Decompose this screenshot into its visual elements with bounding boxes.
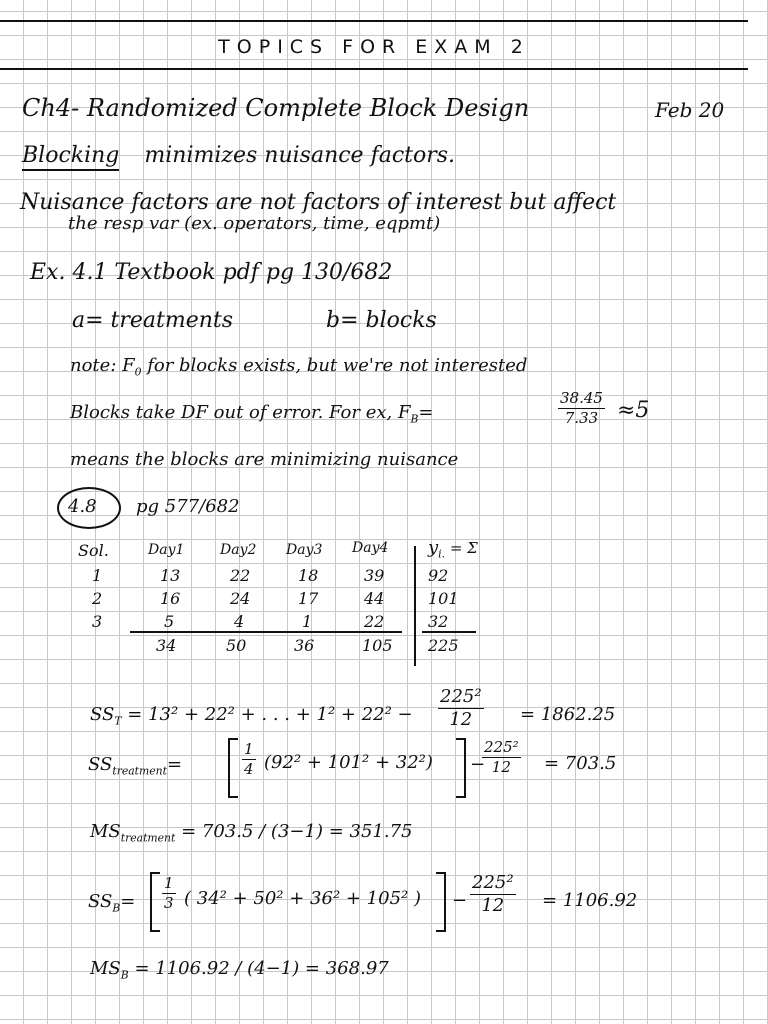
row2-day2: 24	[230, 589, 251, 608]
ssb-equation	[88, 893, 135, 914]
table-total-rule	[130, 631, 402, 633]
row2-day3: 17	[298, 589, 319, 608]
sstr-coefficient	[242, 742, 256, 777]
nuisance-line-1: Nuisance factors are not factors of interest but affect	[20, 190, 617, 215]
sstr-minus: −	[470, 754, 486, 775]
ssb-lhs: SS	[88, 891, 113, 912]
sst-lhs: SS	[90, 704, 115, 725]
ssb-equals: =	[120, 891, 136, 912]
sst-equation	[90, 706, 413, 727]
row2-day4: 44	[364, 589, 385, 608]
sst-result: = 1862.25	[520, 704, 616, 725]
ssb-minus: −	[452, 890, 468, 911]
sstr-coef-numerator: 1	[244, 740, 254, 758]
sum-header-y: y	[428, 537, 439, 558]
note-subscript: 0	[134, 365, 142, 379]
problem-page: pg 577/682	[136, 496, 240, 517]
row1-day4: 39	[364, 566, 385, 585]
sst-fraction	[438, 688, 484, 729]
ssb-right-bracket	[436, 872, 446, 932]
df-equals: =	[418, 402, 434, 423]
sstr-denominator: 12	[491, 758, 511, 776]
sstr-body: (92² + 101² + 32²)	[264, 752, 433, 773]
row1-sol: 1	[92, 566, 103, 585]
row3-day3: 1	[302, 612, 313, 631]
problem-number: 4.8	[68, 496, 97, 517]
ssb-subscript: B	[112, 901, 121, 915]
sum-header-sub: i.	[438, 547, 446, 561]
ssb-denominator: 12	[481, 895, 505, 916]
sst-denominator: 12	[449, 709, 473, 730]
ssb-coef-numerator: 1	[164, 874, 174, 892]
blocking-line	[22, 145, 455, 167]
ssb-numerator: 225²	[472, 872, 514, 893]
sum-header-eq: = Σ	[445, 539, 478, 557]
sst-subscript: T	[114, 714, 122, 728]
row3-day4: 22	[364, 612, 385, 631]
sstr-subscript: treatment	[112, 764, 167, 778]
msb-body: = 1106.92 / (4−1) = 368.97	[134, 958, 389, 979]
col-header-day4: Day4	[352, 540, 389, 556]
df-text: Blocks take DF out of error. For ex, F	[70, 402, 411, 423]
sstr-left-bracket	[228, 738, 238, 798]
title-rule	[0, 68, 748, 70]
col-header-day3: Day3	[286, 542, 323, 558]
ssb-coefficient	[162, 876, 176, 911]
row1-day3: 18	[298, 566, 319, 585]
msb-subscript: B	[120, 968, 129, 982]
ssb-result: = 1106.92	[542, 890, 638, 911]
df-line	[70, 404, 433, 425]
col-header-day1: Day1	[148, 542, 185, 558]
blocking-term: Blocking	[22, 143, 119, 171]
row1-day2: 22	[230, 566, 251, 585]
row3-sol: 3	[92, 612, 103, 631]
sstr-fraction	[482, 740, 521, 775]
blocking-definition: minimizes nuisance factors.	[144, 143, 456, 168]
col-header-sol: Sol.	[78, 541, 109, 560]
b-definition: b= blocks	[326, 308, 437, 333]
nuisance-line-2: the resp var (ex. operators, time, eqpmt)	[68, 213, 441, 234]
chapter-heading: Ch4- Randomized Complete Block Design	[22, 94, 530, 122]
ssb-left-bracket	[150, 872, 160, 932]
sstr-equals: =	[166, 754, 183, 775]
msb-equation	[90, 960, 389, 981]
row2-day1: 16	[160, 589, 181, 608]
mstr-body: = 703.5 / (3−1) = 351.75	[181, 821, 413, 842]
mstr-equation	[90, 823, 412, 844]
total-day2: 50	[226, 636, 247, 655]
ssb-body: ( 34² + 50² + 36² + 105² )	[184, 888, 421, 909]
note-text-a: note: F	[70, 355, 135, 376]
sstr-equation	[88, 756, 182, 777]
a-definition: a= treatments	[72, 308, 234, 333]
msb-lhs: MS	[90, 958, 121, 979]
sstr-result: = 703.5	[544, 753, 617, 774]
sum-total-rule	[422, 631, 476, 633]
top-rule	[0, 20, 748, 22]
sstr-numerator: 225²	[484, 738, 519, 756]
row2-sum: 101	[428, 589, 459, 608]
total-sum: 225	[428, 636, 459, 655]
date-label: Feb 20	[655, 98, 725, 122]
df-numerator: 38.45	[560, 389, 603, 407]
col-header-day2: Day2	[220, 542, 257, 558]
note-line	[70, 357, 527, 378]
row2-sol: 2	[92, 589, 103, 608]
row3-sum: 32	[428, 612, 449, 631]
table-divider	[414, 546, 416, 666]
row1-sum: 92	[428, 566, 449, 585]
row3-day1: 5	[164, 612, 175, 631]
df-approx: ≈5	[617, 398, 650, 423]
row3-day2: 4	[234, 612, 245, 631]
sstr-lhs: SS	[88, 754, 113, 775]
df-subscript: B	[410, 412, 419, 426]
note-text-b: for blocks exists, but we're not interested	[141, 355, 528, 376]
col-header-sum	[428, 539, 478, 560]
total-day1: 34	[156, 636, 177, 655]
ssb-fraction	[470, 874, 516, 915]
total-day3: 36	[294, 636, 315, 655]
ssb-coef-denominator: 3	[164, 894, 174, 912]
mstr-subscript: treatment	[120, 831, 176, 845]
sstr-coef-denominator: 4	[244, 760, 254, 778]
row1-day1: 13	[160, 566, 181, 585]
df-denominator: 7.33	[564, 409, 599, 427]
means-line: means the blocks are minimizing nuisance	[70, 449, 459, 470]
sst-numerator: 225²	[440, 686, 482, 707]
example-line: Ex. 4.1 Textbook pdf pg 130/682	[30, 260, 393, 285]
page-title: TOPICS FOR EXAM 2	[218, 36, 530, 58]
sstr-right-bracket	[456, 738, 466, 798]
sst-body: = 13² + 22² + . . . + 1² + 22² −	[127, 704, 413, 725]
total-day4: 105	[362, 636, 393, 655]
mstr-lhs: MS	[90, 821, 121, 842]
df-fraction	[558, 391, 605, 426]
